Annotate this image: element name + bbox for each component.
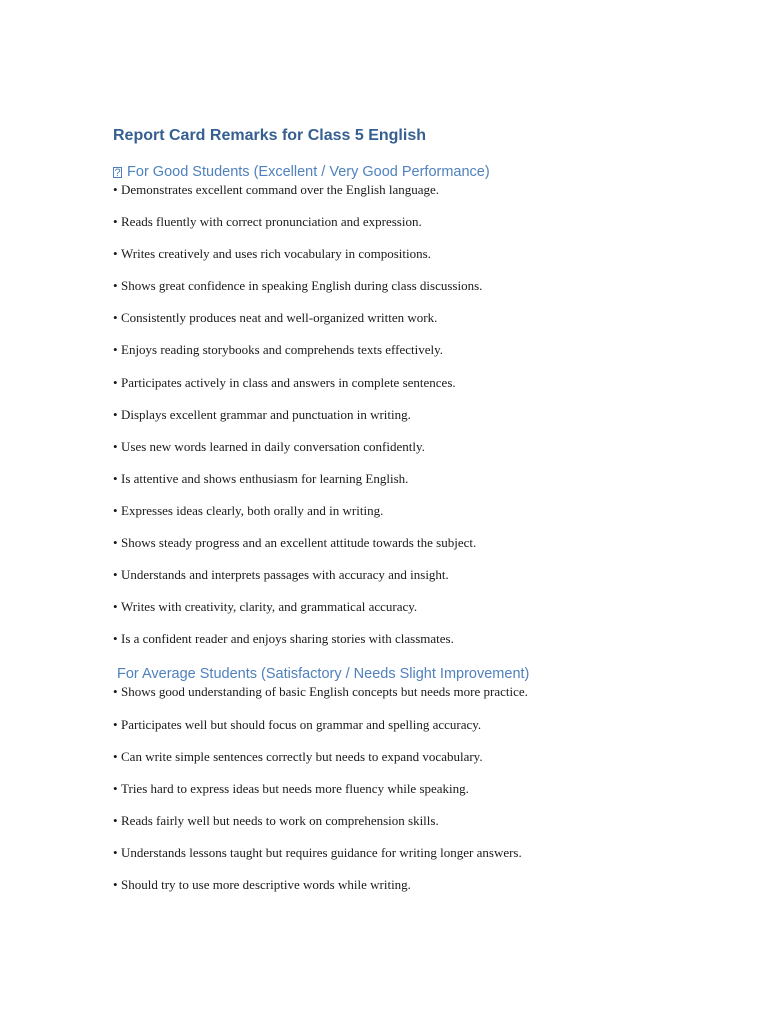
document-title: Report Card Remarks for Class 5 English: [113, 127, 426, 144]
list-item: [113, 439, 713, 471]
list-item: [113, 182, 713, 214]
bullet-icon: •: [113, 470, 118, 486]
bullet-icon: •: [113, 748, 118, 764]
remark-text: Consistently produces neat and well-organized written work.: [121, 310, 438, 326]
list-item: [113, 246, 713, 278]
list-item: [113, 342, 713, 374]
remark-text: Participates actively in class and answers in complete sentences.: [121, 374, 456, 390]
list-item: [113, 375, 713, 407]
bullet-icon: •: [113, 716, 118, 732]
bullet-icon: •: [113, 502, 118, 518]
remark-text: Reads fluently with correct pronunciation and expression.: [121, 214, 422, 230]
list-item: [113, 567, 713, 599]
list-item: [113, 781, 713, 813]
remark-text: Participates well but should focus on grammar and spelling accuracy.: [121, 716, 482, 732]
remark-text: Can write simple sentences correctly but needs to expand vocabulary.: [121, 748, 483, 764]
list-item: [113, 631, 713, 663]
bullet-icon: •: [113, 438, 118, 454]
list-item: [113, 813, 713, 845]
bullet-icon: •: [113, 844, 118, 860]
remark-text: Understands and interprets passages with accuracy and insight.: [121, 567, 449, 583]
bullet-icon: •: [113, 374, 118, 390]
bullet-icon: •: [113, 278, 118, 294]
document-body: [113, 125, 713, 909]
remark-text: Writes creatively and uses rich vocabulary in compositions.: [121, 246, 431, 262]
remark-text: Enjoys reading storybooks and comprehends texts effectively.: [121, 342, 444, 358]
average-students-remarks-list: [113, 684, 713, 909]
list-item: [113, 503, 713, 535]
list-item: [113, 845, 713, 877]
remark-text: Uses new words learned in daily conversation confidently.: [121, 438, 425, 454]
remark-text: Reads fairly well but needs to work on comprehension skills.: [121, 812, 439, 828]
remark-text: Writes with creativity, clarity, and grammatical accuracy.: [121, 599, 418, 615]
list-item: [113, 278, 713, 310]
bullet-icon: •: [113, 310, 118, 326]
bullet-icon: •: [113, 567, 118, 583]
remark-text: Shows steady progress and an excellent attitude towards the subject.: [121, 535, 477, 551]
bullet-icon: •: [113, 182, 118, 197]
list-item: [113, 717, 713, 749]
bullet-icon: •: [113, 631, 118, 647]
remark-text: Is attentive and shows enthusiasm for learning English.: [121, 470, 409, 486]
bullet-icon: •: [113, 246, 118, 262]
list-item: [113, 599, 713, 631]
section-heading-good-students: [113, 162, 713, 182]
section-heading-average-students: For Average Students (Satisfactory / Needs Slight Improvement): [117, 666, 530, 683]
list-item: [113, 749, 713, 781]
bullet-icon: •: [113, 876, 118, 892]
bullet-icon: •: [113, 780, 118, 796]
list-item: [113, 407, 713, 439]
bullet-icon: •: [113, 406, 118, 422]
remark-text: Tries hard to express ideas but needs more fluency while speaking.: [121, 780, 469, 796]
list-item: [113, 535, 713, 567]
bullet-icon: •: [113, 535, 118, 551]
missing-glyph-icon: ?: [114, 167, 121, 179]
bullet-icon: •: [113, 684, 118, 700]
remark-text: Demonstrates excellent command over the English language.: [121, 182, 440, 197]
remark-text: Displays excellent grammar and punctuation in writing.: [121, 406, 411, 422]
remark-text: Understands lessons taught but requires guidance for writing longer answers.: [121, 844, 522, 860]
remark-text: Shows good understanding of basic English concepts but needs more practice.: [121, 684, 528, 700]
list-item: [113, 214, 713, 246]
remark-text: Shows great confidence in speaking English during class discussions.: [121, 278, 483, 294]
bullet-icon: •: [113, 812, 118, 828]
remark-text: Should try to use more descriptive words while writing.: [121, 876, 411, 892]
list-item: [113, 684, 713, 716]
list-item: [113, 471, 713, 503]
good-students-remarks-list: [113, 182, 713, 663]
remark-text: Is a confident reader and enjoys sharing stories with classmates.: [121, 631, 454, 647]
list-item: [113, 310, 713, 342]
bullet-icon: •: [113, 342, 118, 358]
bullet-icon: •: [113, 599, 118, 615]
section-heading-label: For Good Students (Excellent / Very Good Performance): [127, 164, 490, 180]
list-item: [113, 877, 713, 909]
remark-text: Expresses ideas clearly, both orally and in writing.: [121, 502, 384, 518]
bullet-icon: •: [113, 214, 118, 230]
